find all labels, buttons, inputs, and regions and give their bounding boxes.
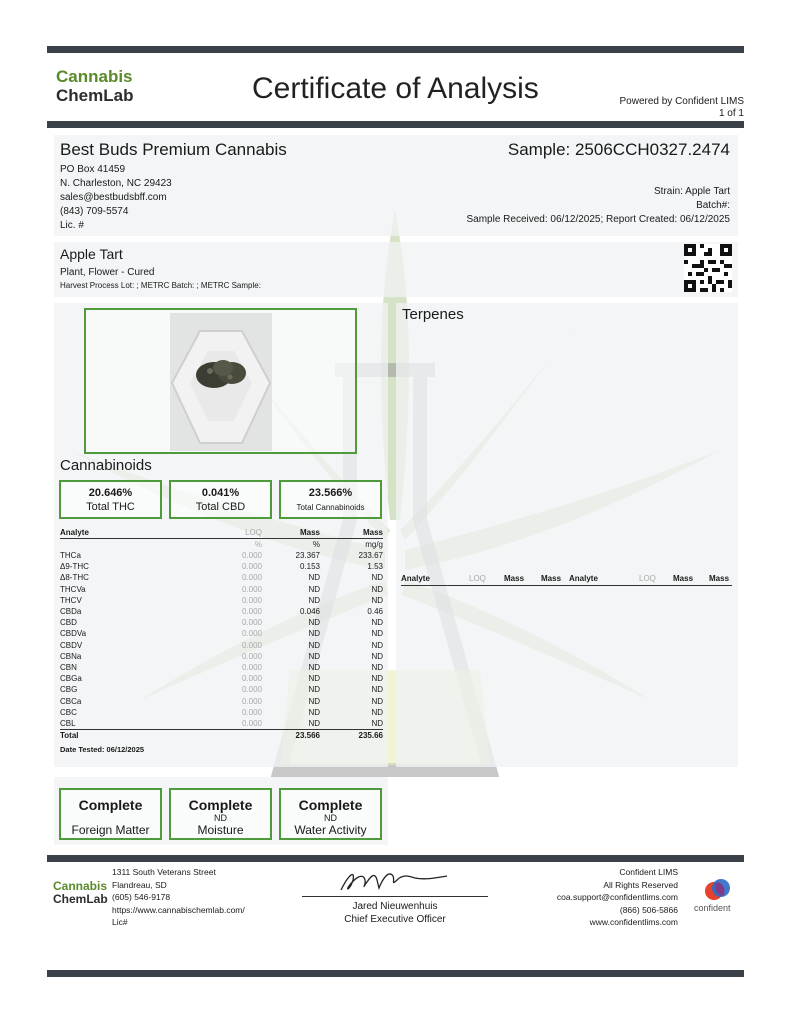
analyte-cell: CBCa <box>60 696 82 706</box>
total-cbd-label: Total CBD <box>195 501 246 513</box>
mass-pct-cell: ND <box>308 651 320 661</box>
mass-mg-cell: ND <box>371 674 383 684</box>
mass-mg-cell: ND <box>371 651 383 661</box>
table-row <box>60 673 383 684</box>
product-lots: Harvest Process Lot: ; METRC Batch: ; METRC Sample: <box>60 281 261 290</box>
client-address1: PO Box 41459 <box>60 164 126 175</box>
table-row <box>60 606 383 617</box>
lims-web[interactable]: www.confidentlims.com <box>589 917 678 927</box>
logo-cannabis: Cannabis <box>56 67 133 86</box>
analyte-cell: CBG <box>60 685 78 695</box>
moisture-status: Complete <box>188 797 253 813</box>
mass-pct-cell: ND <box>308 662 320 672</box>
analyte-cell: THCV <box>60 595 82 605</box>
total-row <box>60 729 383 741</box>
moisture-box <box>169 788 272 840</box>
total-pct: 23.566 <box>262 729 320 741</box>
mass-mg-cell: ND <box>371 707 383 717</box>
loq-cell: 0.000 <box>241 640 262 650</box>
mass-mg-cell: ND <box>371 629 383 639</box>
terpenes-panel <box>396 303 738 767</box>
mass-pct-cell: ND <box>308 674 320 684</box>
moisture-result: ND <box>214 813 227 823</box>
product-type: Plant, Flower - Cured <box>60 267 155 278</box>
analyte-cell: CBDV <box>60 640 83 650</box>
page-title: Certificate of Analysis <box>252 72 539 105</box>
mass-mg-header: Mass <box>362 528 383 537</box>
foreign-matter-box <box>59 788 162 840</box>
terp-mass-header-1: Mass <box>504 574 525 583</box>
loq-cell: 0.000 <box>241 618 262 628</box>
analyte-cell: CBC <box>60 707 77 717</box>
analyte-cell: Δ8-THC <box>60 573 89 583</box>
table-row <box>60 617 383 628</box>
qr-code-icon <box>684 244 732 292</box>
footer-address <box>112 866 245 929</box>
footer-logo-cannabis: Cannabis <box>53 879 108 893</box>
terp-analyte-header-2: Analyte <box>569 574 598 583</box>
confident-logo-icon <box>703 876 733 902</box>
water-activity-box <box>279 788 382 840</box>
water-activity-label: Water Activity <box>294 823 367 837</box>
confident-logo-text: confident <box>694 903 731 913</box>
mass-mg-cell: ND <box>371 595 383 605</box>
mass-pct-cell: ND <box>308 584 320 594</box>
sample-strain: Strain: Apple Tart <box>654 186 730 197</box>
product-name: Apple Tart <box>60 246 123 262</box>
footer-phone: (605) 546-9178 <box>112 892 171 902</box>
analyte-cell: CBDa <box>60 607 82 617</box>
analyte-cell: THCa <box>60 551 81 561</box>
terp-mass-header-4: Mass <box>709 574 730 583</box>
mass-pct-cell: ND <box>308 640 320 650</box>
total-cannabinoids-box <box>279 480 382 519</box>
powered-by: Powered by Confident LIMS <box>619 96 744 107</box>
mass-mg-cell: 0.46 <box>367 607 383 617</box>
table-row <box>60 628 383 639</box>
loq-cell: 0.000 <box>241 595 262 605</box>
client-address2: N. Charleston, NC 29423 <box>60 178 172 189</box>
terp-loq-header-1: LOQ <box>469 574 486 583</box>
foreign-matter-status: Complete <box>78 797 143 813</box>
footer-address1: 1311 South Veterans Street <box>112 867 216 877</box>
client-email: sales@bestbudsbff.com <box>60 192 167 203</box>
total-thc-label: Total THC <box>86 501 135 513</box>
mass-pct-unit: % <box>312 540 320 549</box>
footer-license: Lic# <box>112 917 128 927</box>
loq-cell: 0.000 <box>241 607 262 617</box>
cannabinoids-table <box>60 527 383 741</box>
lims-rights: All Rights Reserved <box>603 879 678 890</box>
signer-name: Jared Nieuwenhuis <box>352 901 438 912</box>
loq-cell: 0.000 <box>241 562 262 572</box>
mass-pct-cell: ND <box>308 685 320 695</box>
analyte-cell: CBD <box>60 618 77 628</box>
loq-cell: 0.000 <box>241 674 262 684</box>
sample-photo-icon <box>170 313 272 451</box>
mass-mg-cell: ND <box>371 640 383 650</box>
footer-website[interactable]: https://www.cannabischemlab.com/ <box>112 904 245 915</box>
terp-analyte-header-1: Analyte <box>401 574 430 583</box>
loq-header: LOQ <box>245 528 262 537</box>
table-row <box>60 695 383 706</box>
analyte-cell: Δ9-THC <box>60 562 89 572</box>
header-bar <box>47 121 744 128</box>
loq-cell: 0.000 <box>241 707 262 717</box>
mass-mg-cell: 233.67 <box>358 551 383 561</box>
analyte-cell: CBGa <box>60 674 82 684</box>
table-row <box>60 707 383 718</box>
total-cannabinoids-label: Total Cannabinoids <box>296 503 365 512</box>
mass-mg-cell: ND <box>371 584 383 594</box>
signer-title: Chief Executive Officer <box>344 914 446 925</box>
sample-batch: Batch#: <box>696 200 730 211</box>
cannabinoids-title: Cannabinoids <box>60 457 152 474</box>
units-row <box>60 539 383 551</box>
terpenes-title: Terpenes <box>402 306 464 323</box>
page-number: 1 of 1 <box>718 108 744 119</box>
table-header-row <box>60 527 383 539</box>
lims-email[interactable]: coa.support@confidentlims.com <box>556 892 678 902</box>
sample-id: Sample: 2506CCH0327.2474 <box>507 140 730 159</box>
analyte-cell: CBL <box>60 718 76 728</box>
analyte-cell: CBNa <box>60 651 82 661</box>
water-activity-status: Complete <box>298 797 363 813</box>
top-bar <box>47 46 744 53</box>
total-cbd-box <box>169 480 272 519</box>
loq-cell: 0.000 <box>241 662 262 672</box>
loq-cell: 0.000 <box>241 685 262 695</box>
date-tested: Date Tested: 06/12/2025 <box>60 745 145 754</box>
table-row <box>60 572 383 583</box>
analyte-cell: CBN <box>60 662 77 672</box>
bottom-bar <box>47 970 744 977</box>
mass-pct-cell: 0.046 <box>299 607 320 617</box>
table-row <box>60 561 383 572</box>
table-row <box>60 584 383 595</box>
lims-phone: (866) 506-5866 <box>619 904 678 915</box>
mass-mg-cell: ND <box>371 696 383 706</box>
loq-cell: 0.000 <box>241 584 262 594</box>
mass-pct-cell: ND <box>308 696 320 706</box>
total-label: Total <box>60 729 180 741</box>
moisture-label: Moisture <box>197 823 244 837</box>
mass-pct-cell: ND <box>308 573 320 583</box>
analyte-cell: THCVa <box>60 584 86 594</box>
sample-dates: Sample Received: 06/12/2025; Report Created: 06/12/2025 <box>466 214 730 225</box>
logo-chemlab: ChemLab <box>56 86 134 105</box>
mass-mg-cell: ND <box>371 662 383 672</box>
mass-pct-cell: ND <box>308 595 320 605</box>
total-cbd-value: 0.041% <box>201 487 240 499</box>
table-row <box>60 595 383 606</box>
loq-cell: 0.000 <box>241 551 262 561</box>
mass-pct-cell: ND <box>308 629 320 639</box>
footer-logo-chemlab: ChemLab <box>53 892 108 906</box>
loq-cell: 0.000 <box>241 696 262 706</box>
lims-name: Confident LIMS <box>619 867 678 877</box>
table-row <box>60 662 383 673</box>
signature-line <box>302 896 488 897</box>
total-cannabinoids-value: 23.566% <box>308 487 353 499</box>
mass-pct-cell: 23.367 <box>295 551 320 561</box>
total-thc-box <box>59 480 162 519</box>
footer-lims <box>557 866 678 929</box>
mass-mg-cell: 1.53 <box>367 562 383 572</box>
terp-loq-header-2: LOQ <box>639 574 656 583</box>
loq-cell: 0.000 <box>241 651 262 661</box>
mass-pct-cell: ND <box>308 707 320 717</box>
terp-mass-header-3: Mass <box>673 574 694 583</box>
analyte-cell: CBDVa <box>60 629 87 639</box>
mass-pct-cell: ND <box>308 718 320 728</box>
table-row <box>60 640 383 651</box>
table-row <box>60 651 383 662</box>
client-license: Lic. # <box>60 220 84 231</box>
total-thc-value: 20.646% <box>88 487 133 499</box>
loq-unit: % <box>254 540 262 549</box>
mass-pct-header: Mass <box>299 528 320 537</box>
terp-mass-header-2: Mass <box>541 574 562 583</box>
analyte-header: Analyte <box>60 528 89 537</box>
foreign-matter-result <box>61 813 160 823</box>
total-mg: 235.66 <box>320 729 383 741</box>
terpenes-table-header <box>401 574 732 586</box>
mass-mg-cell: ND <box>371 618 383 628</box>
table-row <box>60 550 383 561</box>
table-row <box>60 684 383 695</box>
client-phone: (843) 709-5574 <box>60 206 129 217</box>
signature-icon <box>335 866 455 896</box>
foreign-matter-label: Foreign Matter <box>71 823 150 837</box>
loq-cell: 0.000 <box>241 629 262 639</box>
mass-mg-cell: ND <box>371 685 383 695</box>
footer-bar <box>47 855 744 862</box>
loq-cell: 0.000 <box>241 573 262 583</box>
loq-cell: 0.000 <box>241 718 262 728</box>
mass-pct-cell: ND <box>308 618 320 628</box>
footer-address2: Flandreau, SD <box>112 879 167 890</box>
table-row <box>60 718 383 730</box>
client-name: Best Buds Premium Cannabis <box>60 140 287 159</box>
mass-mg-cell: ND <box>371 718 383 728</box>
water-activity-result: ND <box>324 813 337 823</box>
mass-mg-unit: mg/g <box>365 540 383 549</box>
mass-pct-cell: 0.153 <box>299 562 320 572</box>
mass-mg-cell: ND <box>371 573 383 583</box>
